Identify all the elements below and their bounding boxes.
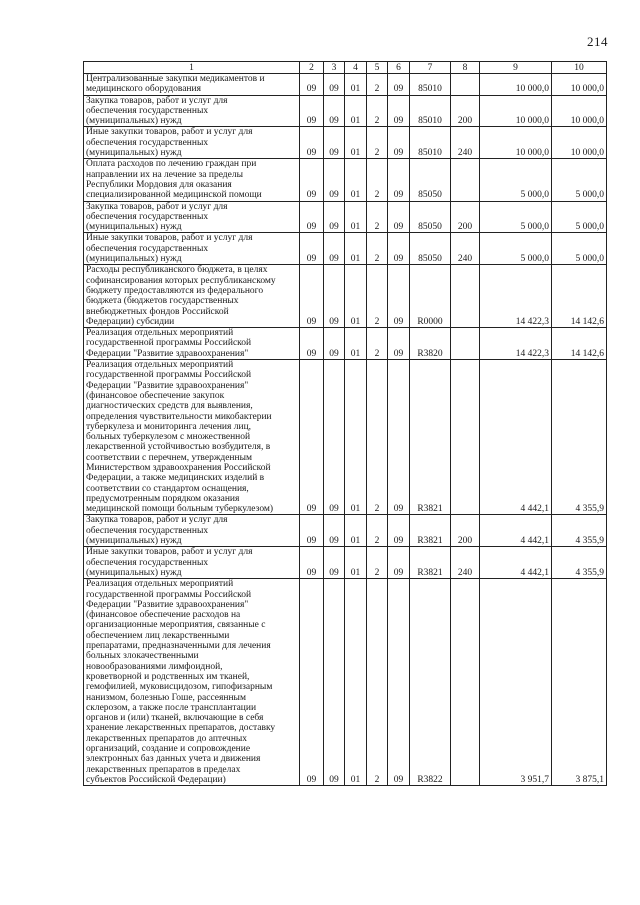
row-col-6-cell: 09 [388,95,410,127]
row-col-5-cell: 2 [367,515,388,547]
row-name-cell: Реализация отдельных мероприятий государственной программы Российской Федерации "Развитие здравоохранения" (финансовое обеспечение расходов на организационные мероприятия, связанные с обеспечением лиц лекарственными препаратами, предназначенными для лечения больных злокачественными новообразованиями лимфоидной, кроветворной и родственных им тканей, гемофилией, муковисцидозом, гипофизарным нанизмом, болезнью Гоше, рассеянным склерозом, а также после трансплантации органов и (или) тканей, включающие в себя хранение лекарственных препаратов, доставку лекарственных препаратов до аптечных организаций, создание и сопровождение электронных баз данных учета и движения лекарственных препаратов в пределах субъектов Российской Федерации) [84,579,300,786]
table-row [84,360,607,515]
header-col-10: 10 [552,62,607,74]
row-col-3-cell: 09 [324,579,345,786]
row-col-5-cell: 2 [367,201,388,233]
row-amount-col-9-cell: 14 422,3 [480,265,552,328]
row-code-cell: R3821 [410,360,451,515]
row-col-4-cell: 01 [345,360,367,515]
row-type-cell [451,328,480,360]
row-col-2-cell: 09 [300,265,324,328]
row-col-3-cell: 09 [324,159,345,201]
row-name-cell: Закупка товаров, работ и услуг для обеспечения государственных (муниципальных) нужд [84,95,300,127]
row-col-2-cell: 09 [300,360,324,515]
row-name-cell: Расходы республиканского бюджета, в целях софинансирования которых республиканскому бюджету предоставляются из федерального бюджета (бюджетов государственных внебюджетных фондов Российской Федерации) субсидии [84,265,300,328]
row-col-6-cell: 09 [388,74,410,96]
row-col-5-cell: 2 [367,233,388,265]
row-col-4-cell: 01 [345,579,367,786]
row-col-6-cell: 09 [388,127,410,159]
row-amount-col-10-cell: 10 000,0 [552,95,607,127]
table-row [84,74,607,96]
row-col-4-cell: 01 [345,127,367,159]
row-amount-col-9-cell: 10 000,0 [480,127,552,159]
row-col-2-cell: 09 [300,515,324,547]
row-amount-col-9-cell: 4 442,1 [480,547,552,579]
row-col-6-cell: 09 [388,159,410,201]
row-code-cell: 85050 [410,201,451,233]
row-col-5-cell: 2 [367,360,388,515]
header-col-8: 8 [451,62,480,74]
table-row [84,201,607,233]
row-type-cell: 240 [451,547,480,579]
row-code-cell: R3821 [410,547,451,579]
row-col-4-cell: 01 [345,233,367,265]
row-col-3-cell: 09 [324,515,345,547]
row-type-cell [451,74,480,96]
row-amount-col-10-cell: 14 142,6 [552,265,607,328]
row-col-3-cell: 09 [324,265,345,328]
row-code-cell: R3820 [410,328,451,360]
header-col-2: 2 [300,62,324,74]
row-col-2-cell: 09 [300,233,324,265]
row-type-cell: 200 [451,95,480,127]
row-col-5-cell: 2 [367,579,388,786]
row-amount-col-10-cell: 4 355,9 [552,547,607,579]
row-amount-col-9-cell: 3 951,7 [480,579,552,786]
row-col-5-cell: 2 [367,328,388,360]
row-amount-col-9-cell: 10 000,0 [480,95,552,127]
row-amount-col-9-cell: 14 422,3 [480,328,552,360]
row-col-2-cell: 09 [300,95,324,127]
row-amount-col-9-cell: 5 000,0 [480,201,552,233]
table-row [84,159,607,201]
row-col-4-cell: 01 [345,265,367,328]
row-amount-col-10-cell: 3 875,1 [552,579,607,786]
row-type-cell: 200 [451,515,480,547]
row-col-2-cell: 09 [300,579,324,786]
row-name-cell: Реализация отдельных мероприятий государственной программы Российской Федерации "Развитие здравоохранения" (финансовое обеспечение закупок диагностических средств для выявления, определения чувствительности микобактерии туберкулеза и мониторинга лечения лиц, больных туберкулезом с множественной лекарственной устойчивостью возбудителя, в соответствии с перечнем, утвержденным Министерством здравоохранения Российской Федерации, а также медицинских изделий в соответствии со стандартом оснащения, предусмотренным порядком оказания медицинской помощи больным туберкулезом) [84,360,300,515]
row-col-6-cell: 09 [388,233,410,265]
header-row [84,62,607,74]
header-col-3: 3 [324,62,345,74]
row-amount-col-10-cell: 4 355,9 [552,515,607,547]
row-type-cell: 200 [451,201,480,233]
row-code-cell: R3822 [410,579,451,786]
row-code-cell: R3821 [410,515,451,547]
row-name-cell: Реализация отдельных мероприятий государственной программы Российской Федерации "Развитие здравоохранения" [84,328,300,360]
table-row [84,515,607,547]
row-amount-col-10-cell: 4 355,9 [552,360,607,515]
header-col-1: 1 [84,62,300,74]
row-col-6-cell: 09 [388,265,410,328]
row-col-2-cell: 09 [300,159,324,201]
row-amount-col-9-cell: 4 442,1 [480,515,552,547]
page-number: 214 [587,34,608,49]
row-col-2-cell: 09 [300,547,324,579]
row-col-5-cell: 2 [367,159,388,201]
row-col-6-cell: 09 [388,515,410,547]
row-col-5-cell: 2 [367,265,388,328]
row-col-3-cell: 09 [324,233,345,265]
row-code-cell: 85010 [410,127,451,159]
row-col-2-cell: 09 [300,127,324,159]
table-row [84,127,607,159]
header-col-6: 6 [388,62,410,74]
row-col-6-cell: 09 [388,579,410,786]
row-amount-col-9-cell: 10 000,0 [480,74,552,96]
row-amount-col-9-cell: 5 000,0 [480,233,552,265]
row-type-cell [451,579,480,786]
row-col-3-cell: 09 [324,127,345,159]
row-col-2-cell: 09 [300,74,324,96]
row-col-4-cell: 01 [345,547,367,579]
row-type-cell: 240 [451,233,480,265]
row-col-4-cell: 01 [345,515,367,547]
row-col-2-cell: 09 [300,201,324,233]
row-amount-col-9-cell: 4 442,1 [480,360,552,515]
row-col-3-cell: 09 [324,360,345,515]
row-col-6-cell: 09 [388,201,410,233]
header-col-7: 7 [410,62,451,74]
row-type-cell [451,159,480,201]
row-type-cell [451,265,480,328]
header-col-5: 5 [367,62,388,74]
row-col-3-cell: 09 [324,201,345,233]
table-row [84,547,607,579]
row-code-cell: R0000 [410,265,451,328]
table-row [84,579,607,786]
table-row [84,233,607,265]
row-type-cell [451,360,480,515]
row-amount-col-10-cell: 14 142,6 [552,328,607,360]
row-code-cell: 85050 [410,233,451,265]
row-col-2-cell: 09 [300,328,324,360]
row-col-6-cell: 09 [388,360,410,515]
row-col-3-cell: 09 [324,74,345,96]
row-amount-col-10-cell: 5 000,0 [552,233,607,265]
table-body [84,74,607,786]
header-col-9: 9 [480,62,552,74]
budget-table [83,61,607,786]
row-col-6-cell: 09 [388,328,410,360]
row-col-6-cell: 09 [388,547,410,579]
row-col-3-cell: 09 [324,95,345,127]
row-amount-col-10-cell: 10 000,0 [552,74,607,96]
table-row [84,328,607,360]
row-amount-col-10-cell: 5 000,0 [552,159,607,201]
row-name-cell: Централизованные закупки медикаментов и медицинского оборудования [84,74,300,96]
row-col-5-cell: 2 [367,547,388,579]
row-name-cell: Иные закупки товаров, работ и услуг для обеспечения государственных (муниципальных) нужд [84,547,300,579]
header-col-4: 4 [345,62,367,74]
row-name-cell: Оплата расходов по лечению граждан при направлении их на лечение за пределы Республики Мордовия для оказания специализированной медицинской помощи [84,159,300,201]
row-code-cell: 85010 [410,95,451,127]
row-col-4-cell: 01 [345,159,367,201]
row-name-cell: Закупка товаров, работ и услуг для обеспечения государственных (муниципальных) нужд [84,201,300,233]
row-col-5-cell: 2 [367,127,388,159]
row-name-cell: Иные закупки товаров, работ и услуг для обеспечения государственных (муниципальных) нужд [84,233,300,265]
table-row [84,265,607,328]
row-type-cell: 240 [451,127,480,159]
row-name-cell: Закупка товаров, работ и услуг для обеспечения государственных (муниципальных) нужд [84,515,300,547]
table-row [84,95,607,127]
row-col-3-cell: 09 [324,328,345,360]
row-col-5-cell: 2 [367,95,388,127]
row-col-4-cell: 01 [345,95,367,127]
row-col-4-cell: 01 [345,201,367,233]
row-col-4-cell: 01 [345,74,367,96]
row-col-5-cell: 2 [367,74,388,96]
row-col-4-cell: 01 [345,328,367,360]
row-amount-col-9-cell: 5 000,0 [480,159,552,201]
row-amount-col-10-cell: 5 000,0 [552,201,607,233]
row-amount-col-10-cell: 10 000,0 [552,127,607,159]
row-code-cell: 85010 [410,74,451,96]
row-code-cell: 85050 [410,159,451,201]
row-col-3-cell: 09 [324,547,345,579]
row-name-cell: Иные закупки товаров, работ и услуг для обеспечения государственных (муниципальных) нужд [84,127,300,159]
